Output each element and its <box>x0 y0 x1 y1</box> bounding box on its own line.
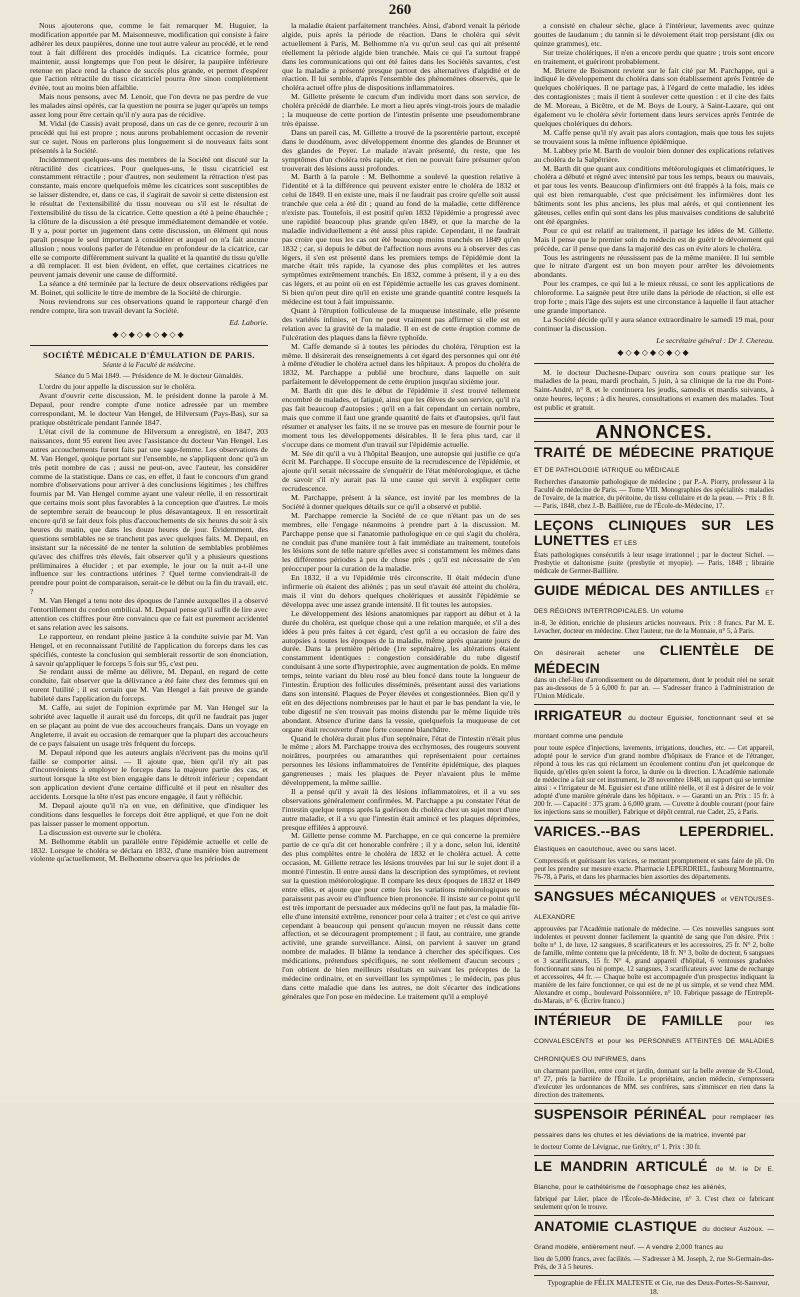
ad-heading: LEÇONS CLINIQUES SUR LES LUNETTES <box>534 516 774 548</box>
ad-heading: ANATOMIE CLASTIQUE <box>534 1217 697 1234</box>
column-2 <box>282 22 520 1090</box>
ad-side-text: pour remplacer les pessaires dans les chutes et les déviations de la matrice, inventé par <box>534 1113 774 1139</box>
paragraph: Incidemment quelques-uns des membres de la Société ont discuté sur la rétractilité des cicatrices. Pour quelques-uns, le tissu cicatriciel est constamment rétractile ; pour d'autres, non seulement la rétraction n'est pas constante, mais encore quelquefois même les cicatrices sont susceptibles de se laisser distendre, et, dans ce cas, il s'agirait de savoir si cette distension est le résultat de l'extensibilité du tissu nouveau ou s'il est le résultat de l'extensibilité du tissu de la cicatrice. Cette question a été à peine ébauchée ; la clôture de la discussion a été presque immédiatement demandée et votée. Il y a, pour porter un jugement dans cette discussion, un élément qui nous paraît presque le seul important à considérer et auquel on n'a fait aucune allusion ; nous voulons parler de l'étendue en profondeur de la cicatrice, car elle se comporte différemment suivant la qualité et la quantité du tissu qu'elle a dû remplacer. Il est bien évident, en effet, que certaines cicatrices ne peuvent jamais devenir une cause de difformité. <box>30 154 268 280</box>
paragraph: M. Brierre de Boismont revient sur le fait cité par M. Parchappe, qui a indiqué le développement du choléra dans son établissement après l'entrée de quelques cholériques. Il ne partage pas, à l'égard de cette maladie, les idées des contagionistes ; mais il tient à soulever cette question : et il cite des faits de M. Moreau, à Bicêtre, et de M. Boys de Loury, à Saint-Lazare, qui ont également vu le choléra sévir fortement dans leurs services après l'entrée de quelques cholériques du dehors. <box>534 65 774 128</box>
ad-body: un charmant pavillon, entre cour et jardin, donnant sur la belle avenue de St-Cloud, n° 27, près la barrière de l'Étoile. Le propriétaire, ancien médecin, s'empressera d'exécuter les ordonnances de MM. ses confrères, sans s'immiscer en rien dans la direction des traitements. <box>534 1066 774 1099</box>
ad-body: Compressifs et guérissant les varices, se mettant promptement et sans faire de pli. On peut les prendre sur mesure exacte. Pharmacie LEPERDRIEL, faubourg Montmartre, 76-78, à Paris, et dans les pharmacies bien assorties des départements. <box>534 856 774 881</box>
paragraph: M. Barth à la parole : M. Belhomme a soulevé la question relative à l'identité et à la différence qui peuvent exister entre le choléra de 1832 et celui de 1849. Il en existe une, mais il ne faudrait pas croire qu'elle soit aussi tranchée que cela a été dit ; quand au fond de la maladie, cette différence n'existe pas. Toutefois, il est positif qu'en 1832 l'épidémie a progressé avec une rapidité beaucoup plus grande qu'en 1849, et que la marche de la maladie individuellement a été aussi plus rapide. Cependant, il ne faudrait pas croire que tous les cas ont été beaucoup moins tranchés en 1849 qu'en 1832 ; car, si depuis le début de l'affection nous avons eu à observer des cas légers, il s'en est présenté dans les premiers temps de l'épidémie dont la marche était très rapide, la cyanose des plus complètes et les autres symptômes extrêmement tranchés. En 1832, comme à présent, il y a eu des cas légers, et au point où en est l'épidémie actuelle les cas graves dominent. Si bien qu'on peut dire qu'il en existe une grande quantité contre lesquels la médecine est tout à fait impuissante. <box>282 172 520 307</box>
ad-traite-medecine <box>534 441 774 514</box>
paragraph: Quand le choléra durait plus d'un septénaire, l'état de l'intestin n'était plus le même ; alors M. Parchappe trouva des ecchymoses, des rougeurs souvent noirâtres, pourprées ou amaranthes qui représentaient pour certaines personnes les lésions inflammatoires de l'entérite épidémique, des plaques gangreneuses ; mais les plaques de Peyer n'avaient plus le même développement, la même saillie. <box>282 733 520 788</box>
ad-side-text: ET DES RÉGIONS INTERTROPICALES. Un volume <box>534 589 774 615</box>
paragraph: M. Gillette présente le cœcum d'un individu mort dans son service, de choléra précédé de diarrhée. Le mort a lieu après vingt-trois jours de maladie ; la muqueuse de cette portion de l'intestin présente une pseudomembrane très épaisse. <box>282 92 520 128</box>
page-number: 260 <box>388 2 412 18</box>
ad-side-text: du docteur Auzoux. — Grand modèle, entièrement neuf. — A vendre 2,000 francs au <box>534 1225 774 1251</box>
ad-body: fabriqué par Lüer, place de l'École-de-Médecine, n° 3. C'est chez ce fabricant seulement qu'on le trouve. <box>534 1194 774 1211</box>
ad-heading: TRAITÉ DE MÉDECINE PRATIQUE <box>534 443 774 460</box>
ad-mandrin <box>534 1155 774 1215</box>
paragraph: La Société décide qu'il y aura séance extraordinaire le samedi 19 mai, pour continuer la discussion. <box>534 314 774 333</box>
ad-side-text: et VENTOUSES-ALEXANDRE <box>534 895 774 921</box>
ad-heading: GUIDE MÉDICAL DES ANTILLES <box>534 581 760 598</box>
divider <box>534 363 774 364</box>
paragraph: Sur treize cholériques, il n'en a encore perdu que quatre ; trois sont encore en traitement, et guériront probablement. <box>534 47 774 66</box>
ad-heading: IRRIGATEUR <box>534 706 623 723</box>
paragraph: M. Depaul ajoute qu'il n'a en vue, en définitive, que d'indiquer les conditions dans lesquelles le forceps doit être appliqué, et que l'on ne doit pas laisser passer le moment opportun. <box>30 801 268 828</box>
paragraph: Nous ajouterons que, comme le fait remarquer M. Huguier, la modification apportée par M. Maisonneuve, modification qui consiste à faire adhérer les deux paupières, donne une tout autre valeur au procédé, et le rend tout à fait différent des procédés indiqués. La cicatrice formée, pour maintenir, aussi longtemps que l'on peut le désirer, la paupière inférieure retenue en place rend la chance de succès plus grande, et permet d'espérer que l'action rétractile du tissu cicatriciel pourra être sinon complètement évitée, tout au moins bien affaiblie. <box>30 21 268 93</box>
paragraph: L'état civil de la commune de Hilversum a enregistré, en 1847, 203 naissances, dont 95 eurent lieu avec l'assistance du docteur Van Hengel. Les autres accouchements furent faits par une sage-femme. Les observations de M. Van Hengel, quoique portant sur l'ensemble, ne s'appliquent donc qu'à un très petit nombre de cas ; aussi ne peut-on, avec l'auteur, les considérer comme de la statistique. Dans ce cas, en effet, il faut le concours d'un grand nombre d'observations pour arriver à des conclusions légitimes ; les chiffres fournis par M. Van Hengel comme ayant une valeur réelle, il en ressortirait que certains mois sont plus favorables à la conception que d'autres. Le mois de septembre serait de beaucoup le plus désavantageux. Il en ressortirait encore qu'il se fait deux fois plus d'accouchements de six heures du soir à six heures du matin, que dans les douze heures de jour. Évidemment, des questions semblables ne se tranchent pas avec quelques faits. M. Depaul, en insistant sur la nécessité de ne tenter la solution de semblables problèmes qu'avec des chiffres très élevés, fait observer qu'il y a plusieurs questions préliminaires à élucider ; et par exemple, le jour ou la nuit a-t-il une influence sur les contractions utérines ? Quel terme conviendrait-il de prendre pour point de comparaison, serait-ce le début ou la fin du travail, etc. ? <box>30 426 268 597</box>
paragraph: M. Sée dit qu'il a vu à l'hôpital Beaujon, une autopsie qui justifie ce qu'a écrit M. Parchappe. Il s'occupe ensuite de la recrudescence de l'épidémie, et ajoute qu'il serait nécessaire de s'enquérir de l'état météorologique, et tâche de savoir s'il n'y aurait pas là une cause qui servit à expliquer cette recrudescence. <box>282 448 520 494</box>
paragraph: M. Caffe pense qu'il n'y avait pas alors contagion, mais que tous les sujets se trouvaient sous la même influence épidémique. <box>534 127 774 146</box>
paragraph: M. Gillette pense comme M. Parchappe, en ce qui concerne la première partie de ce qu'a dit cet honorable confrère ; il y a donc, selon lui, identité des plus complètes entre le choléra de 1832 et le choléra actuel. À cette occasion, M. Gillette retrace les lésions trouvées par lui sur le sujet dont il a montré l'intestin. Il entre aussi dans la description des symptômes, et revient sur la question météorologique. Il compare les deux époques de 1832 et 1849 entre elles, et ajoute que pour cette fois les variations météorologiques ne paraissent pas avoir eu d'influence bien prononcée. Il insiste sur ce point qu'il est très important de persuader aux médecins qu'il ne faut pas, la maladie fût-elle d'une intensité extrême, renoncer pour cela à traiter ; et c'est ce qui arrive cependant à beaucoup qui pensent qu'aucun moyen ne réussit dans cette affection, et se découragent promptement ; il faut, au contraire, une grande activité, une grande surveillance. Ainsi, on parvient à sauver un grand nombre de malades. Il blâme la tendance à chercher des spécifiques. Ces médications, prétendues spécifiques, ne sont réellement d'aucun secours ; l'on obtient de bien meilleurs résultats en suivant les préceptes de la médecine ordinaire, et en surveillant les symptômes ; le médecin, pas plus dans cette maladie que dans les autres, ne doit s'écarter des indications générales que l'on pose en médecine. Le traitement qu'il a employé <box>282 831 520 1001</box>
paragraph: Quant à l'éruption folliculeuse de la muqueuse intestinale, elle présente des variétés infinies, et l'on ne peut vraiment pas affirmer si elle est en relation avec la gravité de la maladie. Il en est de cette éruption comme de l'ulcération des plaques dans la fièvre typhoïde. <box>282 306 520 342</box>
ad-body: le docteur Comte de Lévignac, rue Grétry, n° 1. Prix : 30 fr. <box>534 1142 701 1151</box>
ad-side-text: ET DE PATHOLOGIE IATRIQUE ou MÉDICALE <box>534 466 680 474</box>
signature: Ed. Laborie. <box>229 317 268 327</box>
paragraph: la maladie étaient parfaitement tranchées. Ainsi, d'abord venait la période algide, puis après la période de réaction. Dans le choléra qui sévit actuellement à Paris, M. Belhomme n'a vu qu'un seul cas qui ait présenté réellement la période algide bien tranchée. Mais ce qui l'a surtout frappé dans les communications qui ont été faites dans les Sociétés savantes, c'est que la maladie a présenté presque partout des alternatives d'algidité et de réaction. Il lui semble, d'après l'ensemble des phénomènes observés, que le choléra actuel offre plus de dispositions inflammatoires. <box>282 21 520 93</box>
column-3 <box>534 21 775 1296</box>
paragraph: M. Labbey prie M. Barth de vouloir bien donner des explications relatives au choléra de la Salpêtrière. <box>534 145 774 164</box>
ad-heading: VARICES.--BAS LEPERDRIEL. <box>534 822 774 839</box>
ornament-divider: ◆◇◆◇◆◇◆◇◆ <box>112 329 186 339</box>
ad-body: in-8, 3e édition, enrichie de plusieurs articles nouveaux. Prix : 8 francs. Par M. E. Levacher, docteur en médecine. Chez l'auteur, rue de la Monnaie, n° 5, à Paris. <box>534 618 774 635</box>
paragraph: La séance a été terminée par la lecture de deux observations rédigées par M. Boinet, qui sollicite le titre de membre de la Société de chirurgie. <box>30 279 268 298</box>
ad-side-text: pour les CONVALESCENTS et pour les PERSONNES ATTEINTES DE MALADIES CHRONIQUES OU INFIRMES, dans <box>534 1019 775 1063</box>
paragraph: M. Barth dit que dès le début de l'épidémie il s'est trouvé tellement encombré de malades, et fatigué, ainsi que les élèves de son service, qu'il n'a pas fait beaucoup d'autopsies ; qu'il en a fait cependant un certain nombre, mais que comme il faut une grande quantité de faits et d'autopsies, qu'il faut résumer et analyser les faits, il ne se trouve pas en mesure de fournir pour le moment tous les développements désirables. Il le fera plus tard, car il s'occupe dans ce moment d'un travail sur l'épidémie actuelle. <box>282 386 520 449</box>
paragraph: Avant d'ouvrir cette discussion, M. le président donne la parole à M. Depaul, pour rendre compte d'une notice adressée par un membre correspondant, M. le docteur Van Hengel, de Hilversum (Pays-Bas), sur sa pratique obstétricale pendant l'année 1847. <box>30 391 268 428</box>
paragraph: M. Depaul répond que les auteurs anglais n'écrivent pas du moins qu'il faille se comporter ainsi. — Il ajoute que, bien qu'il n'y ait pas d'inconvénients à employer le forceps dans la majeure partie des cas, et surtout lorsque la tête est bien engagée dans le détroit inférieur ; cependant son application devient d'une certaine difficulté et il peut en résulter des accidents. Lorsque la tête n'est pas encore engagée, il faut y réfléchir. <box>30 747 268 802</box>
paragraph: M. Vidal (de Cassis) avait proposé, dans un cas de ce genre, recourir à un procédé qui lui est propre ; nous aurons probablement occasion de revenir sur ce sujet. Nous en parlerons plus longuement si de nouveaux faits sont présentés à la Société. <box>30 118 268 155</box>
paragraph: Le rapporteur, en rendant pleine justice à la conduite suivie par M. Van Hengel, et en reconnaissant l'utilité de l'application du forceps dans les cas spécifiés, conteste la conclusion qui semblerait ressortir de son énonciation, à savoir qu'appliquer le forceps 5 fois sur 95, c'est peu. <box>30 631 268 668</box>
paragraph: M. Van Hengel a tenu note des époques de l'année auxquelles il a observé l'entortillement du cordon ombilical. M. Depaul pense qu'il suffit de lire avec attention ces chiffres pour être convaincu que ce fait est purement accidentel et sans relation avec les saisons. <box>30 596 268 632</box>
column-1-text-a <box>30 22 268 316</box>
paragraph: Dans un pareil cas, M. Gillette a trouvé de la psorentérie partout, excepté dans le duodénum, avec développement énorme des glandes de Brunner et des glandes de Peyer. Le malade n'avait présenté, du reste, que les symptômes d'un choléra très rapide, et rien ne pouvait faire présumer qu'on trouverait des lésions aussi profondes. <box>282 127 520 173</box>
annonces-title: ANNONCES. <box>595 422 713 443</box>
paragraph: Se rendant aussi de même au délivre, M. Depaul, en regard de cette conduite, fait observer que la délivrance a été faite chez des femmes qui en eurent l'utilité ; il est certain que M. Van Hengel a fait preuve de grande habileté dans l'application du forceps. <box>30 667 268 704</box>
paragraph: M. Caffe demande si à toutes les périodes du choléra, l'éruption est la même. Il désirerait des renseignements à cet égard des personnes qui ont été à même d'étudier le choléra actuel dans les hôpitaux. À propos du choléra de 1832, M. Parchappe a publié une brochure, dans laquelle on suit parfaitement le développement de cette éruption jusqu'au sixième jour. <box>282 341 520 387</box>
paragraph: Pour ce qui est relatif au traitement, il partage les idées de M. Gillette. Mais il pense que le premier soin du médecin est de guérir le dévoiement qui précède, car il pense que dans la majorité des cas on évite alors le choléra. <box>534 225 774 253</box>
session-line: Séance du 5 Mai 1849. — Présidence de M. le docteur Gimaldès. <box>54 371 244 380</box>
paragraph: Nous reviendrons sur ces observations quand le rapporteur chargé d'en rendre compte, lira son travail devant la Société. <box>30 297 268 315</box>
ad-irrigateur <box>534 704 774 820</box>
ad-heading: CLIENTÈLE DE MÉDECIN <box>534 641 774 676</box>
ad-body: États pathologiques consécutifs à leur usage irrationnel ; par le docteur Sichel. — Presbytie et daltonisme (suite (presbytie et myopie). — Paris, 1848 ; librairie médicale de Germer-Baillière. <box>534 550 774 575</box>
ad-lecons-lunettes <box>534 514 774 579</box>
column-1-text-b <box>30 383 268 864</box>
paragraph: L'ordre du jour appelle la discussion sur le choléra. <box>39 382 197 392</box>
section-subtitle: Séante à la Faculté de médecine. <box>102 360 196 369</box>
printer-footer: Typographie de FÉLIX MALTESTE et Cie, rue des Deux-Portes-St-Sauveur, 18. <box>534 1275 774 1297</box>
paragraph: M. Parchappe, présent à la séance, est invité par les membres de la Société à donner quelques détails sur ce qu'il a observé et publié. <box>282 493 520 511</box>
paragraph: Pour les crampes, ce qui lui a le mieux réussi, ce sont les applications de chloroforme. La saignée peut être utile dans la période de réaction, si elle est trop forte ; mais l'âge des sujets est une circonstance à laquelle il faut attacher une grande importance. <box>534 279 774 315</box>
paragraph: M. Caffe, au sujet de l'opinion exprimée par M. Van Hengel sur la sobriété avec laquelle il aurait usé du forceps, dit qu'il ne faudrait pas juger en se plaçant au point de vue des accoucheurs français. Dans un voyage en Angleterre, il avait eu occasion de remarquer que la plupart des accoucheurs de ce pays faisaient un usage très fréquent du forceps. <box>30 703 268 748</box>
ad-side-text: du docteur Eguisier, fonctionnant seul et se montant comme une pendule <box>534 714 775 740</box>
ad-suspensoir <box>534 1103 774 1155</box>
paragraph: La discussion est ouverte sur le choléra. <box>39 827 162 837</box>
section-title: SOCIÉTÉ MÉDICALE D'ÉMULATION DE PARIS. <box>42 349 256 360</box>
paragraph: M. Parchappe remercie la Société de ce que n'étant pas un de ses membres, elle l'engage néanmoins à prendre part à la discussion. M. Parchappe pense que si l'anatomie pathologique en ce qui s'agit du choléra, ne conduit pas d'une manière tout à fait immédiate au traitement, toutefois les lésions sont de telle nature qu'elles avec si constamment les mêmes dans les différentes périodes à peu de chose près ; qu'il est nécessaire de s'en préoccuper pour la curation de la maladie. <box>282 510 520 574</box>
ornament-divider: ◆◇◆◇◆◇◆◇◆ <box>617 347 691 357</box>
paragraph: Il a pensé qu'il y avait là des lésions inflammatoires, et il a vu ses observations généralement confirmées. M. Parchappe a pu constater l'état de l'intestin quelque temps après la guérison du choléra chez un sujet mort d'une autre maladie, et il a vu que l'intestin était amincé et les plaques déprimées, presque effilées à approuvé. <box>282 786 520 832</box>
ad-side-text: de M. le Dr E. Blanche, pour le cathétérisme de l'œsophage chez les aliénés, <box>534 1165 774 1191</box>
ad-body: pour toute espèce d'injections, lavements, irrigations, douches, etc. — Cet appareil, adopté pour le service d'un grand nombre d'hôpitaux de France et de l'étranger, répond à tous les cas qui réclament un écoulement continu d'un jet quelconque de liquide, qu'elles qu'en soient la force, la durée ou la direction. L'Académie nationale de médecine a fait sur cet instrument, le 28 novembre 1848, un rapport qui se termine ainsi : « l'irrigateur de M. Eguisier est d'une utilité réelle, et il est à désirer de le voir adopté d'une manière générale dans les hôpitaux. » — Garanti un an. Prix : 15 fr. à 200 fr. — Capacité : 375 gram. à 6,000 gram. — Cuvette à double courant (pour faire les injections sans se mouiller). Fabrique et dépôt central, rue Cadet, 25, à Paris. <box>534 743 774 816</box>
ad-heading: SUSPENSOIR PÉRINÉAL <box>534 1105 707 1122</box>
paragraph: Le développement des lésions anatomiques par rapport au début et à la durée du choléra, est quelque chose qui a une relation marquée, et s'il a des idées à peu près faites à cet égard, c'est qu'il a eu occasion de faire des autopsies à toutes les époques de la maladie, même après quarante jours de durée. Dans la première période (1re septénaire), les altérations étaient constamment identiques : congestion considérable du tube digestif conduisant à une sorte d'hypertrophie, avec augmentation de poids. En même temps, teinte variant du bleu rosé au bleu foncé dans toute la longueur de l'intestin. Éruption des follicules disséminés, présentant aussi des variations dans son intensité. Plaques de Peyer élevées et congestionnées. Bien qu'il y eût en des déjections nombreuses par le haut et par le bas pendant la vie, le tube digestif ne s'en trouvait pas moins distendu par le même liquide très abondant. Absence d'urine dans la vessie, quelquefois la muqueuse de cet organe était recouverte d'une forte couenne blanchâtre. <box>282 608 520 734</box>
ad-side-text: ET LES <box>613 539 638 547</box>
column-1 <box>30 22 268 1090</box>
ad-side-text: On désirerait acheter une <box>534 649 645 657</box>
paragraph: En 1832, il a vu l'épidémie très circonscrite. Il était médecin d'une infirmerie où étaient des aliénés ; pas un seul n'avait été atteint du choléra, mais il vint du dehors quelques cholériques et aussitôt l'épidémie se développa avec une assez grande intensité. Il fit toutes les autopsies. <box>282 573 520 609</box>
ad-anatomie <box>534 1215 774 1275</box>
ad-side-text: Élastiques en caoutchouc, avec ou sans lacet. <box>534 845 677 853</box>
ad-body: dans un chef-lieu d'arrondissement ou de département, dont le produit réel ne serait pas au-dessous de 5 à 6,000 fr. par an. — S'adresser franco à l'administration de l'Union Médicale. <box>534 675 774 700</box>
ad-heading: INTÉRIEUR DE FAMILLE <box>534 1011 723 1028</box>
ad-sangsues <box>534 885 774 1009</box>
secretary-signature: Le secrétaire général : Dr J. Chereau. <box>656 335 774 345</box>
ad-heading: LE MANDRIN ARTICULÉ <box>534 1157 708 1174</box>
paragraph: Tous les astringents ne réussissent pas de la même manière. Il lui semble que le nitrate d'argent est un bon moyen pour arrêter les dévoiements abondants. <box>534 252 774 280</box>
ad-clientele <box>534 639 774 704</box>
ad-interieur-famille <box>534 1009 774 1103</box>
ad-varices <box>534 820 774 885</box>
paragraph: Mais nous pensons, avec M. Lenoir, que l'on devra ne pas perdre de vue les malades ainsi opérés, car la question ne pourra se juger qu'après un temps assez long pour être certain qu'il n'y aura pas de récidive. <box>30 92 268 120</box>
ad-heading: SANGSUES MÉCANIQUES <box>534 887 717 904</box>
course-notice: M. le docteur Duchesne-Duparc ouvrira son cours pratique sur les maladies de la peau, mardi prochain, 5 juin, à sa clinique de la rue du Pont-Saint-André, n° 8, et le continuera les jeudis, samedis et mardis suivants, à onze heures, leçons ; à dix heures, consultations et examen des malades. Tout est public et gratuit. <box>534 367 774 413</box>
ad-body: approuvées par l'Académie nationale de médecine. — Ces nouvelles sangsues sont indolentes et peuvent donner facilement la quantité de sang que l'on désire. Prix : boîte n° 1, de luxe, 12 sangsues, 8 scarificateurs et les accessoires, 25 fr. N° 2, boîte de famille, même contenu que la précédente, 18 fr. N° 3, boîte de docteur, 6 sangsues et 3 scarificateurs, 15 fr. N° 4, grand appareil d'hôpital, 6 ventouses graduées fonctionnant sans feu ni pompe, 12 sangsues, 3 scarificateurs avec lame de rechange et accessoires, 44 fr. — Chaque boîte est accompagnée d'un prospectus indiquant la manière de les faire fonctionner, ce qui est de ne pl us simple, et se vend chez MM. Alexandre et comp., boulevard Poissonnière, n° 10. Fabrique passage de l'Entrepôt-du-Marais, n° 6. (Écrire franco.) <box>534 924 774 1005</box>
ad-body: lieu de 5,000 francs, avec facilités. — S'adresser à M. Joseph, 2, rue St-Germain-des-Prés, de 3 à 5 heures. <box>534 1254 774 1271</box>
paragraph: M. Barth dit que quant aux conditions météorologiques et climatériques, le choléra a débuté et régné avec intensité par tous les temps, beaux ou mauvais, et par tous les vents. Beaucoup d'infirmiers ont été frappés à la fois, mais ce qui est bien remarquable, c'est que précisément les infirmières dont les bâtiments sont les plus anciens, les plus mal aérés, et qui contiennent les gâteuses, celles enfin qui sont dans les plus mauvaises conditions de salubrité ont été épargnées. <box>534 163 774 226</box>
paragraph: M. Belhomme établit un parallèle entre l'épidémie actuelle et celle de 1832. Lorsque le choléra se déclara en 1832, d'une manière bien autrement violente qu'actuellement, M. Belhomme observa que les périodes de <box>30 836 268 864</box>
ad-guide-antilles <box>534 579 774 639</box>
divider <box>30 345 268 346</box>
paragraph: a consisté en chaleur sèche, glace à l'intérieur, lavements avec quinze gouttes de laudanum ; du tannin si le dévoiement était trop persistant (dix ou quinze grammes), etc. <box>534 21 774 48</box>
ad-body: Recherches d'anatomie pathologique de médecine ; par P.-A. Piorry, professeur à la Faculté de médecine de Paris. — Tome VIII. Monographies des spécialités : maladies de l'ovaire, de la matrice, du péritoine, du tissu cellulaire et de la peau. — Prix : 8 fr. — Paris, 1848, chez J.-B. Baillière, rue de l'École-de-Médecine, 17. <box>534 477 774 510</box>
